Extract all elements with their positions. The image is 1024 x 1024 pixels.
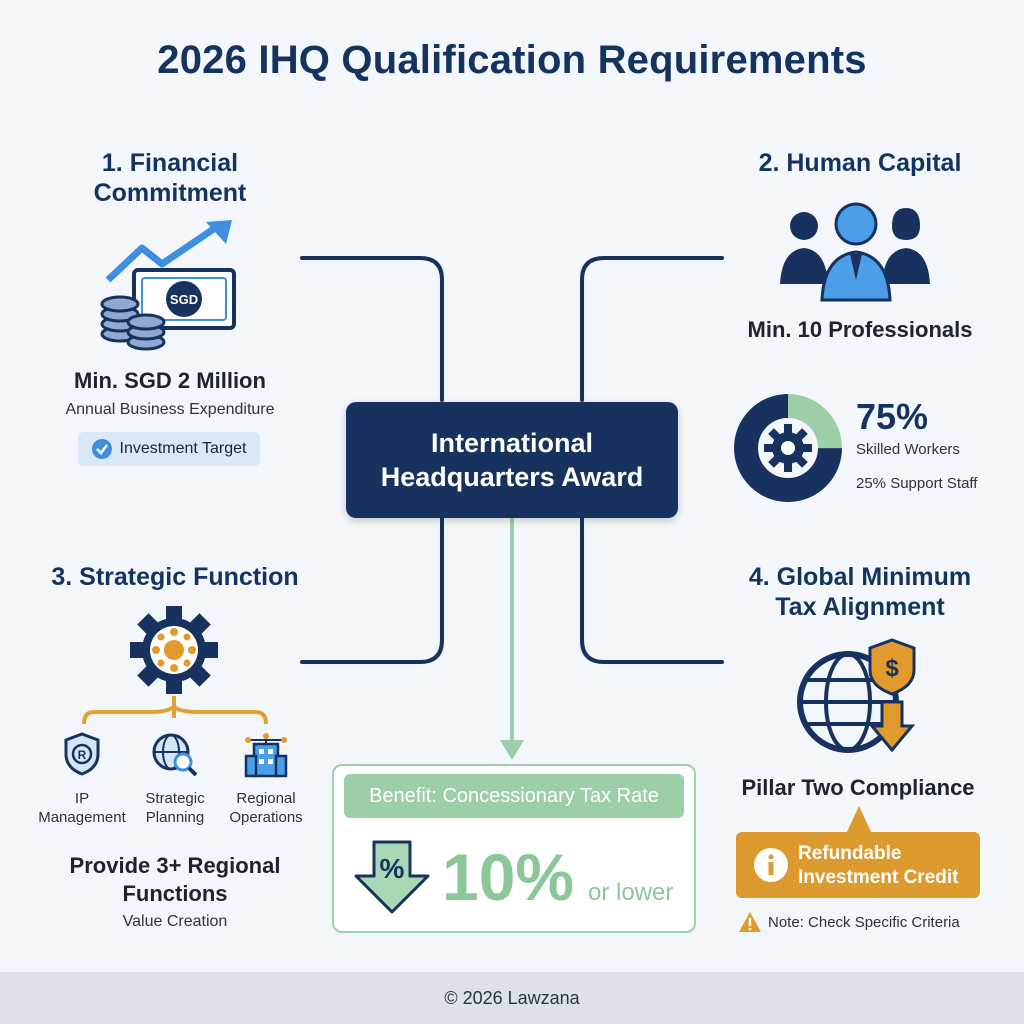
pill-label: Investment Target [119,440,247,457]
tax-heading: 4. Global Minimum Tax Alignment [748,563,972,621]
svg-text:$: $ [885,655,899,682]
support-label: 25% Support Staff [856,475,978,492]
skilled-percent: 75% [856,396,929,437]
footer-copyright: © 2026 Lawzana [444,987,580,1008]
human-heading: 2. Human Capital [758,149,962,177]
refundable-credit-box [736,832,980,898]
page-title: 2026 IHQ Qualification Requirements [157,38,867,82]
svg-text:R: R [77,748,87,762]
human-main-text: Min. 10 Professionals [747,317,973,342]
credit-label: Refundable Investment Credit [798,843,959,888]
note-text: Note: Check Specific Criteria [768,913,960,931]
strategic-heading: 3. Strategic Function [51,563,299,591]
financial-sub-text: Annual Business Expenditure [65,401,275,418]
percent-down-arrow-icon [352,838,432,914]
benefit-box [332,764,696,933]
workforce-donut [732,392,844,504]
footer [0,972,1024,1024]
svg-text:%: % [379,853,405,884]
tax-rate-value: 10% [442,840,575,914]
tax-main-text: Pillar Two Compliance [741,775,975,800]
strategic-sub-text: Value Creation [122,913,228,930]
info-icon [752,846,790,884]
strategic-main-text: Provide 3+ Regional Functions [69,853,281,906]
skilled-label: Skilled Workers [856,441,960,458]
investment-target-pill [78,432,260,466]
benefit-banner [344,774,684,818]
warning-icon [738,911,762,933]
callout-pointer [846,806,872,834]
ip-shield-icon [62,732,102,776]
function-operations-label: Regional Operations [229,790,303,826]
currency-label: SGD [169,292,199,307]
hub-label: International Headquarters Award [380,428,644,492]
globe-search-icon [151,732,199,778]
financial-main-text: Min. SGD 2 Million [74,368,266,393]
function-branch-lines [70,696,280,736]
hub-award-box [346,402,678,518]
check-icon [92,439,112,459]
people-icon [776,196,936,306]
money-growth-icon [98,218,246,358]
globe-shield-icon [796,634,922,760]
function-planning-label: Strategic Planning [145,790,205,826]
network-gear-icon [128,604,220,696]
financial-heading: 1. Financial Commitment [93,149,247,207]
gear-icon [764,424,812,472]
function-operations [214,732,318,827]
function-ip-label: IP Management [38,790,126,826]
tax-note [738,911,998,933]
function-planning [122,732,228,827]
tax-rate-suffix: or lower [588,879,674,906]
building-network-icon [242,732,290,778]
benefit-banner-label: Benefit: Concessionary Tax Rate [369,784,659,807]
